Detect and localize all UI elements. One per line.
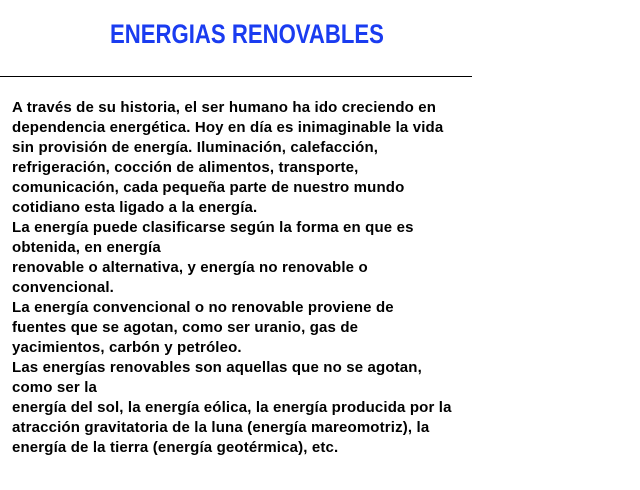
body-line: cotidiano esta ligado a la energía. <box>12 199 258 216</box>
body-line: como ser la <box>12 379 98 396</box>
body-line: convencional. <box>12 279 114 296</box>
body-line: comunicación, cada pequeña parte de nuestro mundo <box>12 179 405 196</box>
body-line: atracción gravitatoria de la luna (energía mareomotriz), la <box>12 419 430 436</box>
body-line: renovable o alternativa, y energía no renovable o <box>12 259 368 276</box>
body-line: sin provisión de energía. Iluminación, calefacción, <box>12 139 379 156</box>
body-line: obtenida, en energía <box>12 239 161 256</box>
body-text <box>12 98 482 458</box>
body-line: La energía puede clasificarse según la forma en que es <box>12 219 414 236</box>
body-line: energía del sol, la energía eólica, la energía producida por la <box>12 399 452 416</box>
body-line: dependencia energética. Hoy en día es inimaginable la vida <box>12 119 444 136</box>
body-line: yacimientos, carbón y petróleo. <box>12 339 242 356</box>
body-line: La energía convencional o no renovable proviene de <box>12 299 394 316</box>
body-line: energía de la tierra (energía geotérmica), etc. <box>12 439 339 456</box>
horizontal-divider <box>0 76 472 77</box>
body-line: Las energías renovables son aquellas que no se agotan, <box>12 359 422 376</box>
body-line: fuentes que se agotan, como ser uranio, gas de <box>12 319 359 336</box>
body-line: A través de su historia, el ser humano ha ido creciendo en <box>12 99 437 116</box>
body-line: refrigeración, cocción de alimentos, transporte, <box>12 159 359 176</box>
page-title: ENERGIAS RENOVABLES <box>110 19 384 49</box>
